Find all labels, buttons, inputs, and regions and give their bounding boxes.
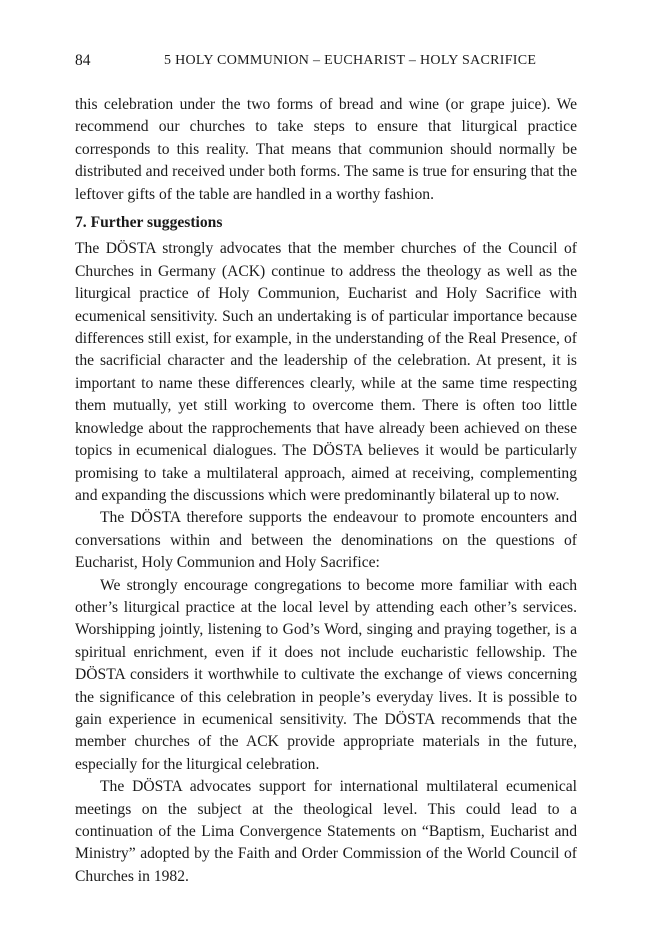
paragraph: The DÖSTA therefore supports the endeavour to promote encounters and conversations within and between the denominations on the questions of Eucharist, Holy Communion and Holy Sacrifice: xyxy=(75,509,577,572)
paragraph: We strongly encourage congregations to become more familiar with each other’s liturgical practice at the local level by attending each other’s services. Worshipping jointly, listening to God’s Word, singing and praying together, is a spiritual enrichment, even if it does not include eucharistic fellowship. The DÖSTA considers it worthwhile to cultivate the exchange of views concerning the significance of this celebration in people’s everyday lives. It is possible to gain experience in ecumenical sensitivity. The DÖSTA recommends that the member churches of the ACK provide appropriate materials in the future, especially for the liturgical celebration. xyxy=(75,576,577,773)
section-heading: 7. Further suggestions xyxy=(75,214,223,232)
body-text xyxy=(75,94,577,888)
chapter-title: 5 HOLY COMMUNION – EUCHARIST – HOLY SACRIFICE xyxy=(164,53,537,68)
paragraph: The DÖSTA strongly advocates that the member churches of the Council of Churches in Germany (ACK) continue to address the theology as well as the liturgical practice of Holy Communion, Eucharist and Holy Sacrifice with ecumenical sensitivity. Such an undertaking is of particular importance because differences still exist, for example, in the understanding of the Real Presence, of the sacrificial character and the leadership of the celebration. At present, it is important to name these differences clearly, while at the same time respecting them mutually, yet still working to overcome them. There is often too little knowledge about the rapprochements that have already been achieved on these topics in ecumenical dialogues. The DÖSTA believes it would be particularly promising to take a multilateral approach, aimed at receiving, complementing and expanding the discussions which were predominantly bilateral up to now. xyxy=(75,240,577,504)
paragraph: The DÖSTA advocates support for international multilateral ecumenical meetings on the subject at the theological level. This could lead to a continuation of the Lima Convergence Statements on “Baptism, Eucharist and Ministry” adopted by the Faith and Order Commission of the World Council of Churches in 1982. xyxy=(75,778,577,885)
running-head xyxy=(75,52,577,74)
page-number: 84 xyxy=(75,52,91,69)
paragraph: this celebration under the two forms of bread and wine (or grape juice). We recommend our churches to take steps to ensure that liturgical practice corresponds to this reality. That means that communion should normally be distributed and received under both forms. The same is true for ensuring that the leftover gifts of the table are handled in a worthy fashion. xyxy=(75,96,577,203)
